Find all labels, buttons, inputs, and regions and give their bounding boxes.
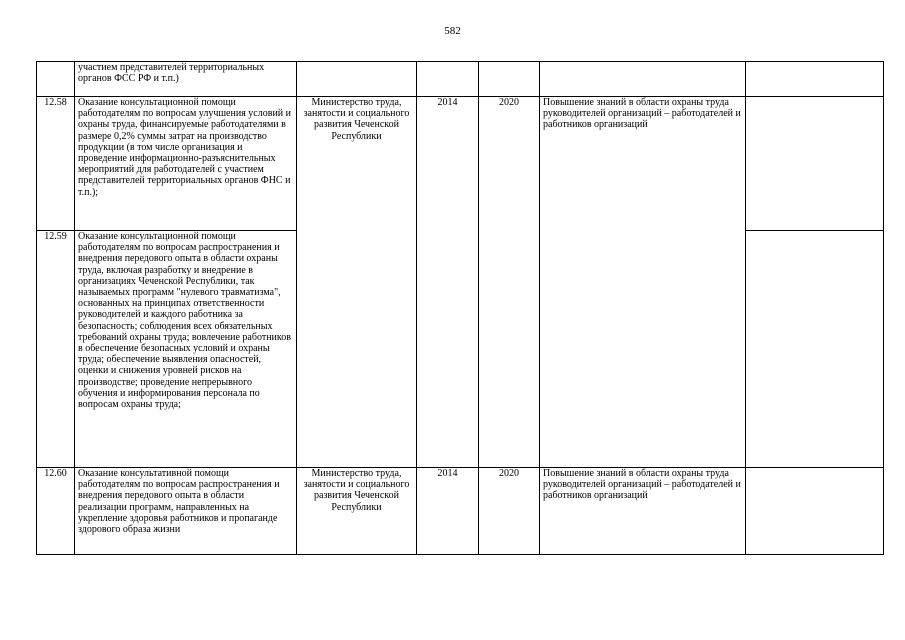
table-row [37, 62, 884, 97]
measures-table [36, 61, 884, 555]
start-year: 2014 [417, 97, 479, 468]
responsible-executor: Министерство труда, занятости и социального развития Чеченской Республики [297, 97, 417, 468]
page-number: 582 [444, 25, 461, 37]
extra-cell [746, 97, 884, 231]
responsible-executor: Министерство труда, занятости и социального развития Чеченской Республики [297, 468, 417, 555]
end-year [479, 62, 540, 97]
start-year [417, 62, 479, 97]
end-year: 2020 [479, 97, 540, 468]
start-year: 2014 [417, 468, 479, 555]
measure-description: участием представителей территориальных органов ФСС РФ и т.п.) [75, 62, 297, 97]
measure-description: Оказание консультационной помощи работодателям по вопросам распространения и внедрения передового опыта в области охраны труда, включая разработку и внедрение в организациях Чеченской Республики, так называемых программ "нулевого травматизма", основанных на принципах ответственности руководителей и каждого работника за безопасность; соблюдения всех обязательных требований охраны труда; вовлечение работников в обеспечение безопасных условий и охраны труда; обеспечение выявления опасностей, оценки и снижения уровней рисков на производстве; проведение непрерывного обучения и информирования персонала по вопросам охраны труда; [75, 231, 297, 468]
row-number: 12.58 [37, 97, 75, 231]
expected-result: Повышение знаний в области охраны труда руководителей организаций – работодателей и работников организаций [540, 97, 746, 468]
table-row [37, 468, 884, 555]
expected-result [540, 62, 746, 97]
table-row [37, 97, 884, 231]
end-year: 2020 [479, 468, 540, 555]
expected-result: Повышение знаний в области охраны труда руководителей организаций – работодателей и работников организаций [540, 468, 746, 555]
measure-description: Оказание консультационной помощи работодателям по вопросам улучшения условий и охраны труда, финансируемые работодателями в размере 0,2% суммы затрат на производство продукции (в том числе организация и проведение информационно-разъяснительных мероприятий для работодателей с участием представителей территориальных органов ФНС и т.п.); [75, 97, 297, 231]
extra-cell [746, 62, 884, 97]
row-number: 12.59 [37, 231, 75, 468]
row-number: 12.60 [37, 468, 75, 555]
measure-description: Оказание консультативной помощи работодателям по вопросам распространения и внедрения передового опыта в области реализации программ, направленных на укрепление здоровья работников и пропаганде здорового образа жизни [75, 468, 297, 555]
responsible-executor [297, 62, 417, 97]
row-number [37, 62, 75, 97]
extra-cell [746, 468, 884, 555]
extra-cell [746, 231, 884, 468]
